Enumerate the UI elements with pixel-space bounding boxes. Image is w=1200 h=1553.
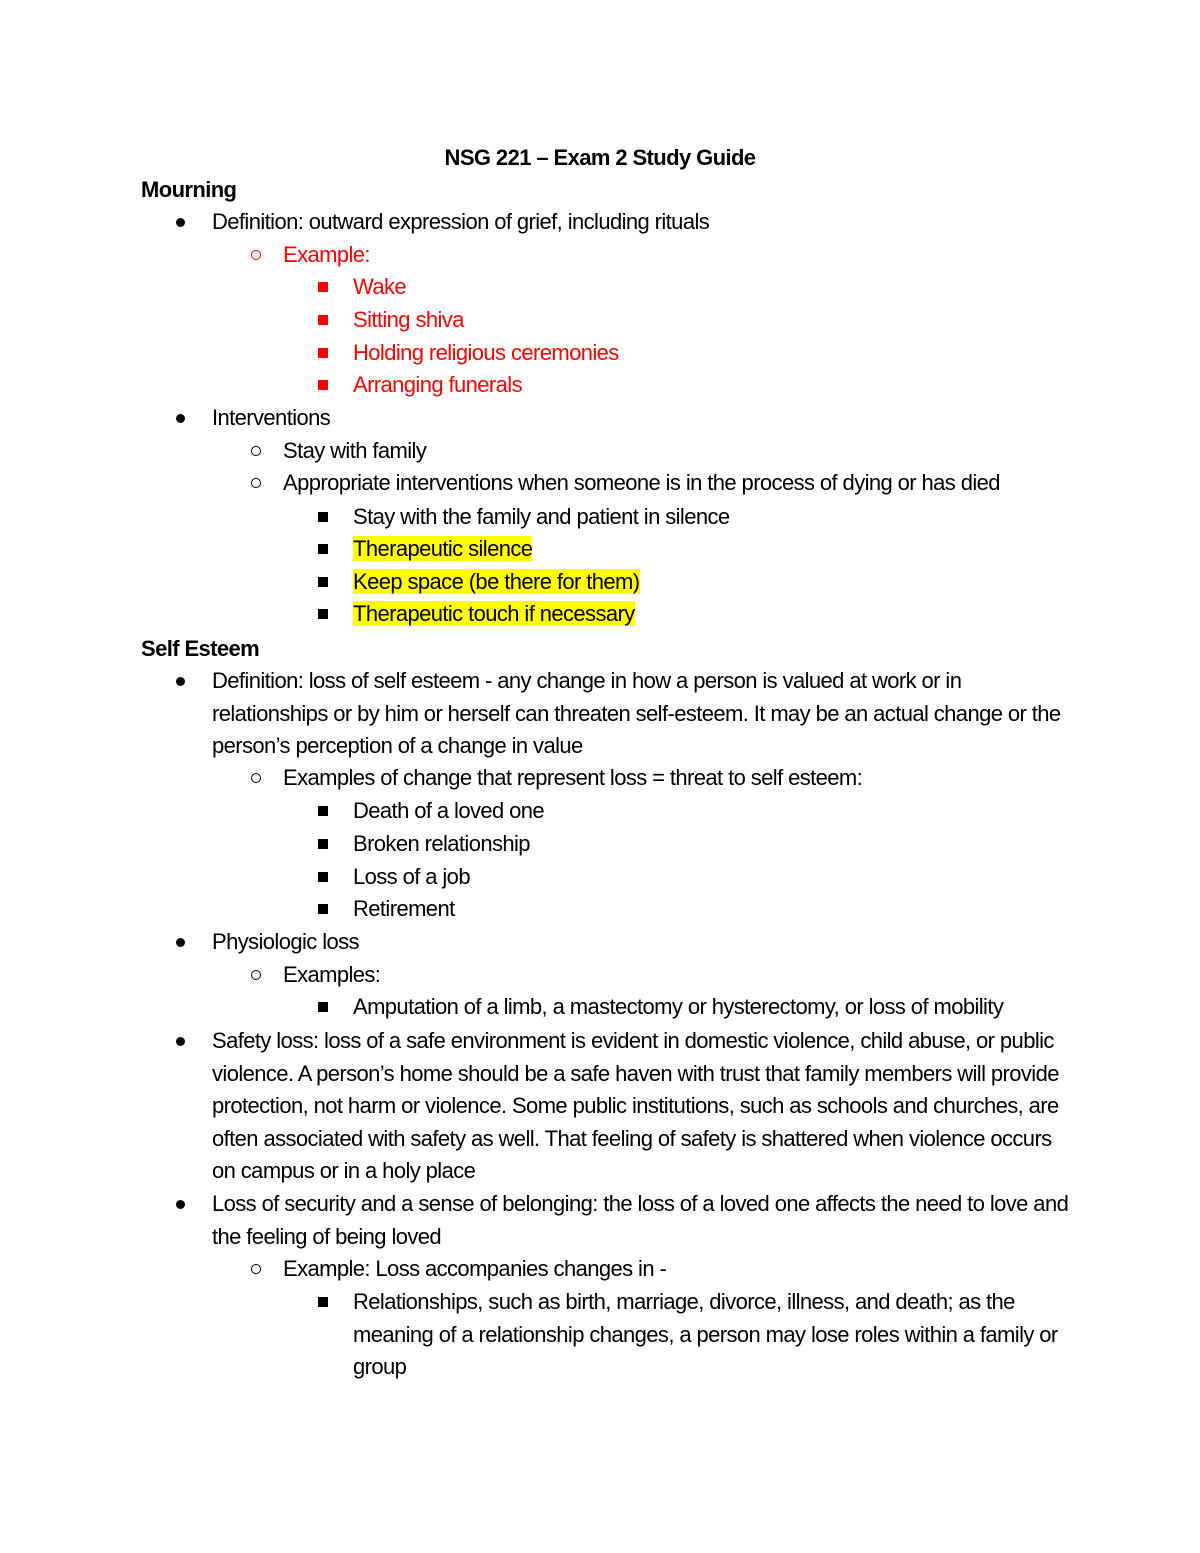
bullet-disc-icon bbox=[176, 1200, 185, 1209]
mourning-example: Sitting shiva bbox=[353, 307, 464, 332]
bullet-square-icon bbox=[318, 577, 328, 587]
bullet-circle-icon bbox=[251, 478, 261, 488]
bullet-disc-icon bbox=[176, 1037, 185, 1046]
heading-self-esteem: Self Esteem bbox=[141, 636, 260, 661]
bullet-square-icon bbox=[318, 544, 328, 554]
change-item: Broken relationship bbox=[353, 831, 530, 856]
change-item: Loss of a job bbox=[353, 864, 470, 889]
mourning-example: Holding religious ceremonies bbox=[353, 340, 619, 365]
bullet-square-icon bbox=[318, 348, 328, 358]
bullet-square-icon bbox=[318, 380, 328, 390]
physiologic-item: Amputation of a limb, a mastectomy or hysterectomy, or loss of mobility bbox=[353, 994, 1004, 1019]
bullet-circle-icon bbox=[251, 446, 261, 456]
heading-mourning: Mourning bbox=[141, 177, 237, 202]
appropriate-item: Stay with the family and patient in silence bbox=[353, 504, 730, 529]
bullet-square-icon bbox=[318, 1297, 328, 1307]
bullet-disc-icon bbox=[176, 414, 185, 423]
bullet-disc-icon bbox=[176, 938, 185, 947]
security-example: Example: Loss accompanies changes in - bbox=[283, 1256, 667, 1281]
bullet-circle-icon bbox=[251, 250, 261, 260]
highlighted-item: Therapeutic silence bbox=[353, 536, 533, 561]
safety-loss: Safety loss: loss of a safe environment is evident in domestic violence, child abuse, or public violence. A person’s home should be a safe haven with trust that family members will provide protection, not harm or violence. Some public institutions, such as schools and churches, are often associated with safety as well. That feeling of safety is shattered when violence occurs on campus or in a holy place bbox=[212, 1028, 1059, 1183]
intervention-item: Appropriate interventions when someone is in the process of dying or has died bbox=[283, 470, 1000, 495]
bullet-square-icon bbox=[318, 609, 328, 619]
bullet-circle-icon bbox=[251, 1264, 261, 1274]
bullet-circle-icon bbox=[251, 773, 261, 783]
bullet-square-icon bbox=[318, 806, 328, 816]
change-examples-label: Examples of change that represent loss = threat to self esteem: bbox=[283, 765, 863, 790]
bullet-disc-icon bbox=[176, 677, 185, 686]
interventions-label: Interventions bbox=[212, 405, 331, 430]
bullet-square-icon bbox=[318, 512, 328, 522]
intervention-item: Stay with family bbox=[283, 438, 427, 463]
relationships-item: Relationships, such as birth, marriage, divorce, illness, and death; as the meaning of a relationship changes, a person may lose roles within a family or group bbox=[353, 1289, 1058, 1379]
mourning-example-label: Example: bbox=[283, 242, 370, 267]
bullet-disc-icon bbox=[176, 218, 185, 227]
mourning-definition: Definition: outward expression of grief, including rituals bbox=[212, 209, 710, 234]
bullet-square-icon bbox=[318, 1002, 328, 1012]
bullet-circle-icon bbox=[251, 970, 261, 980]
bullet-square-icon bbox=[318, 904, 328, 914]
highlighted-item: Keep space (be there for them) bbox=[353, 569, 640, 594]
mourning-example: Wake bbox=[353, 274, 407, 299]
mourning-example: Arranging funerals bbox=[353, 372, 522, 397]
highlighted-item: Therapeutic touch if necessary bbox=[353, 601, 635, 626]
change-item: Retirement bbox=[353, 896, 455, 921]
bullet-square-icon bbox=[318, 872, 328, 882]
bullet-square-icon bbox=[318, 282, 328, 292]
examples-label: Examples: bbox=[283, 962, 381, 987]
document-title: NSG 221 – Exam 2 Study Guide bbox=[444, 145, 756, 170]
change-item: Death of a loved one bbox=[353, 798, 545, 823]
bullet-square-icon bbox=[318, 315, 328, 325]
bullet-square-icon bbox=[318, 839, 328, 849]
physiologic-loss: Physiologic loss bbox=[212, 929, 359, 954]
security-loss: Loss of security and a sense of belonging: the loss of a loved one affects the need to love and the feeling of being loved bbox=[212, 1191, 1069, 1249]
self-esteem-definition: Definition: loss of self esteem - any change in how a person is valued at work or in relationships or by him or herself can threaten self-esteem. It may be an actual change or the person’s perception of a change in value bbox=[212, 668, 1061, 758]
